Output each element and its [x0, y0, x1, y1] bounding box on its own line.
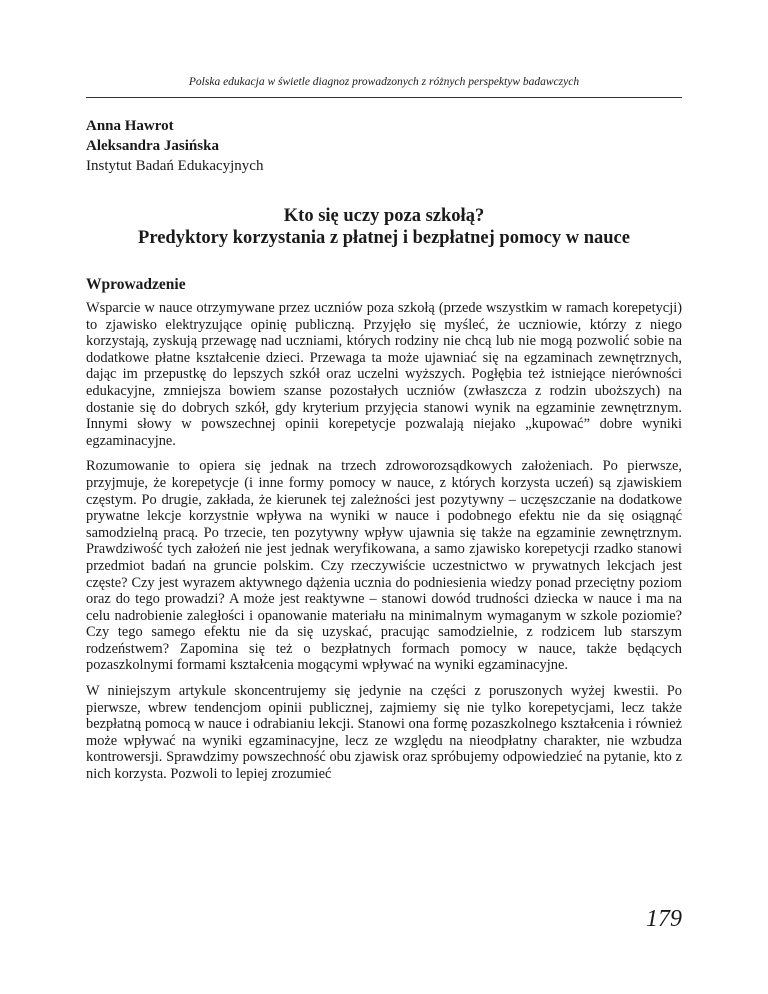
article-title-line: Kto się uczy poza szkołą? [283, 206, 485, 226]
author-block [86, 116, 682, 176]
running-header: Polska edukacja w świetle diagnoz prowadzonych z różnych perspektyw badawczych [188, 76, 580, 88]
article-body [86, 300, 682, 792]
section-heading: Wprowadzenie [86, 276, 186, 293]
author-institution: Instytut Badań Edukacyjnych [86, 158, 264, 174]
author-name: Aleksandra Jasińska [86, 138, 219, 154]
article-subtitle-line: Predyktory korzystania z płatnej i bezpłatnej pomocy w nauce [138, 228, 630, 248]
article-title [86, 205, 682, 249]
paragraph: W niniejszym artykule skoncentrujemy się jedynie na części z poruszonych wyżej kwestii. Po pierwsze, wbrew tendencjom opinii publicznej, zajmiemy się nie tylko korepetycjami, lecz także bezpłatną pomocą w nauce i odrabianiu lekcji. Stanowi ona formę pozaszkolnego kształcenia i również może wpływać na wyniki egzaminacyjne, lecz ze względu na nieodpłatny charakter, nie wzbudza kontrowersji. Sprawdzimy powszechność obu zjawisk oraz spróbujemy odpowiedzieć na pytanie, kto z nich korzysta. Pozwoli to lepiej zrozumieć [86, 683, 682, 783]
paragraph: Wsparcie w nauce otrzymywane przez uczniów poza szkołą (przede wszystkim w ramach korepetycji) to zjawisko elektryzujące opinię publiczną. Przyjęło się myśleć, że uczniowie, którzy z niego korzystają, zyskują przewagę nad uczniami, których rodziny nie chcą lub nie mogą pozwolić sobie na dodatkowe płatne kształcenie dzieci. Przewaga ta może ujawniać się na egzaminach zewnętrznych, dając im przepustkę do lepszych szkół oraz uczelni wyższych. Pogłębia też istniejące nierówności edukacyjne, zmniejsza bowiem szanse pozostałych uczniów (zwłaszcza z rodzin uboższych) na dostanie się do dobrych szkół, gdy kryterium przyjęcia stanowi wynik na egzaminie zewnętrznym. Innymi słowy w powszechnej opinii korepetycje pozwalają niejako „kupować” dobre wyniki egzaminacyjne. [86, 300, 682, 449]
header-divider [86, 97, 682, 98]
page-number: 179 [646, 906, 682, 932]
paragraph: Rozumowanie to opiera się jednak na trzech zdroworozsądkowych założeniach. Po pierwsze, przyjmuje, że korepetycje (i inne formy pomocy w nauce, z których korzysta uczeń) są zjawiskiem częstym. Po drugie, zakłada, że kierunek tej zależności jest pozytywny – uczęszczanie na dodatkowe prywatne lekcje korzystnie wpływa na wyniki w nauce i podobnego efektu nie da się osiągnąć samodzielną pracą. Po trzecie, ten pozytywny wpływ ujawnia się także na egzaminie zewnętrznym. Prawdziwość tych założeń nie jest jednak weryfikowana, a samo zjawisko korepetycji rzadko stanowi przedmiot badań na gruncie polskim. Czy rzeczywiście uczestnictwo w prywatnych lekcjach jest częste? Czy jest wyrazem aktywnego dążenia ucznia do podniesienia wiedzy ponad przeciętny poziom oraz do tego prowadzi? A może jest reaktywne – stanowi dowód trudności dziecka w nauce i ma na celu nadrobienie zaległości i opanowanie materiału na minimalnym wymaganym w szkole poziomie? Czy tego samego efektu nie da się uzyskać, pracując samodzielnie, z rodzicem lub starszym rodzeństwem? Zapomina się też o bezpłatnych formach pomocy w nauce, także będących pozaszkolnymi formami kształcenia mogącymi wpływać na wyniki egzaminacyjne. [86, 458, 682, 674]
author-name: Anna Hawrot [86, 118, 174, 134]
